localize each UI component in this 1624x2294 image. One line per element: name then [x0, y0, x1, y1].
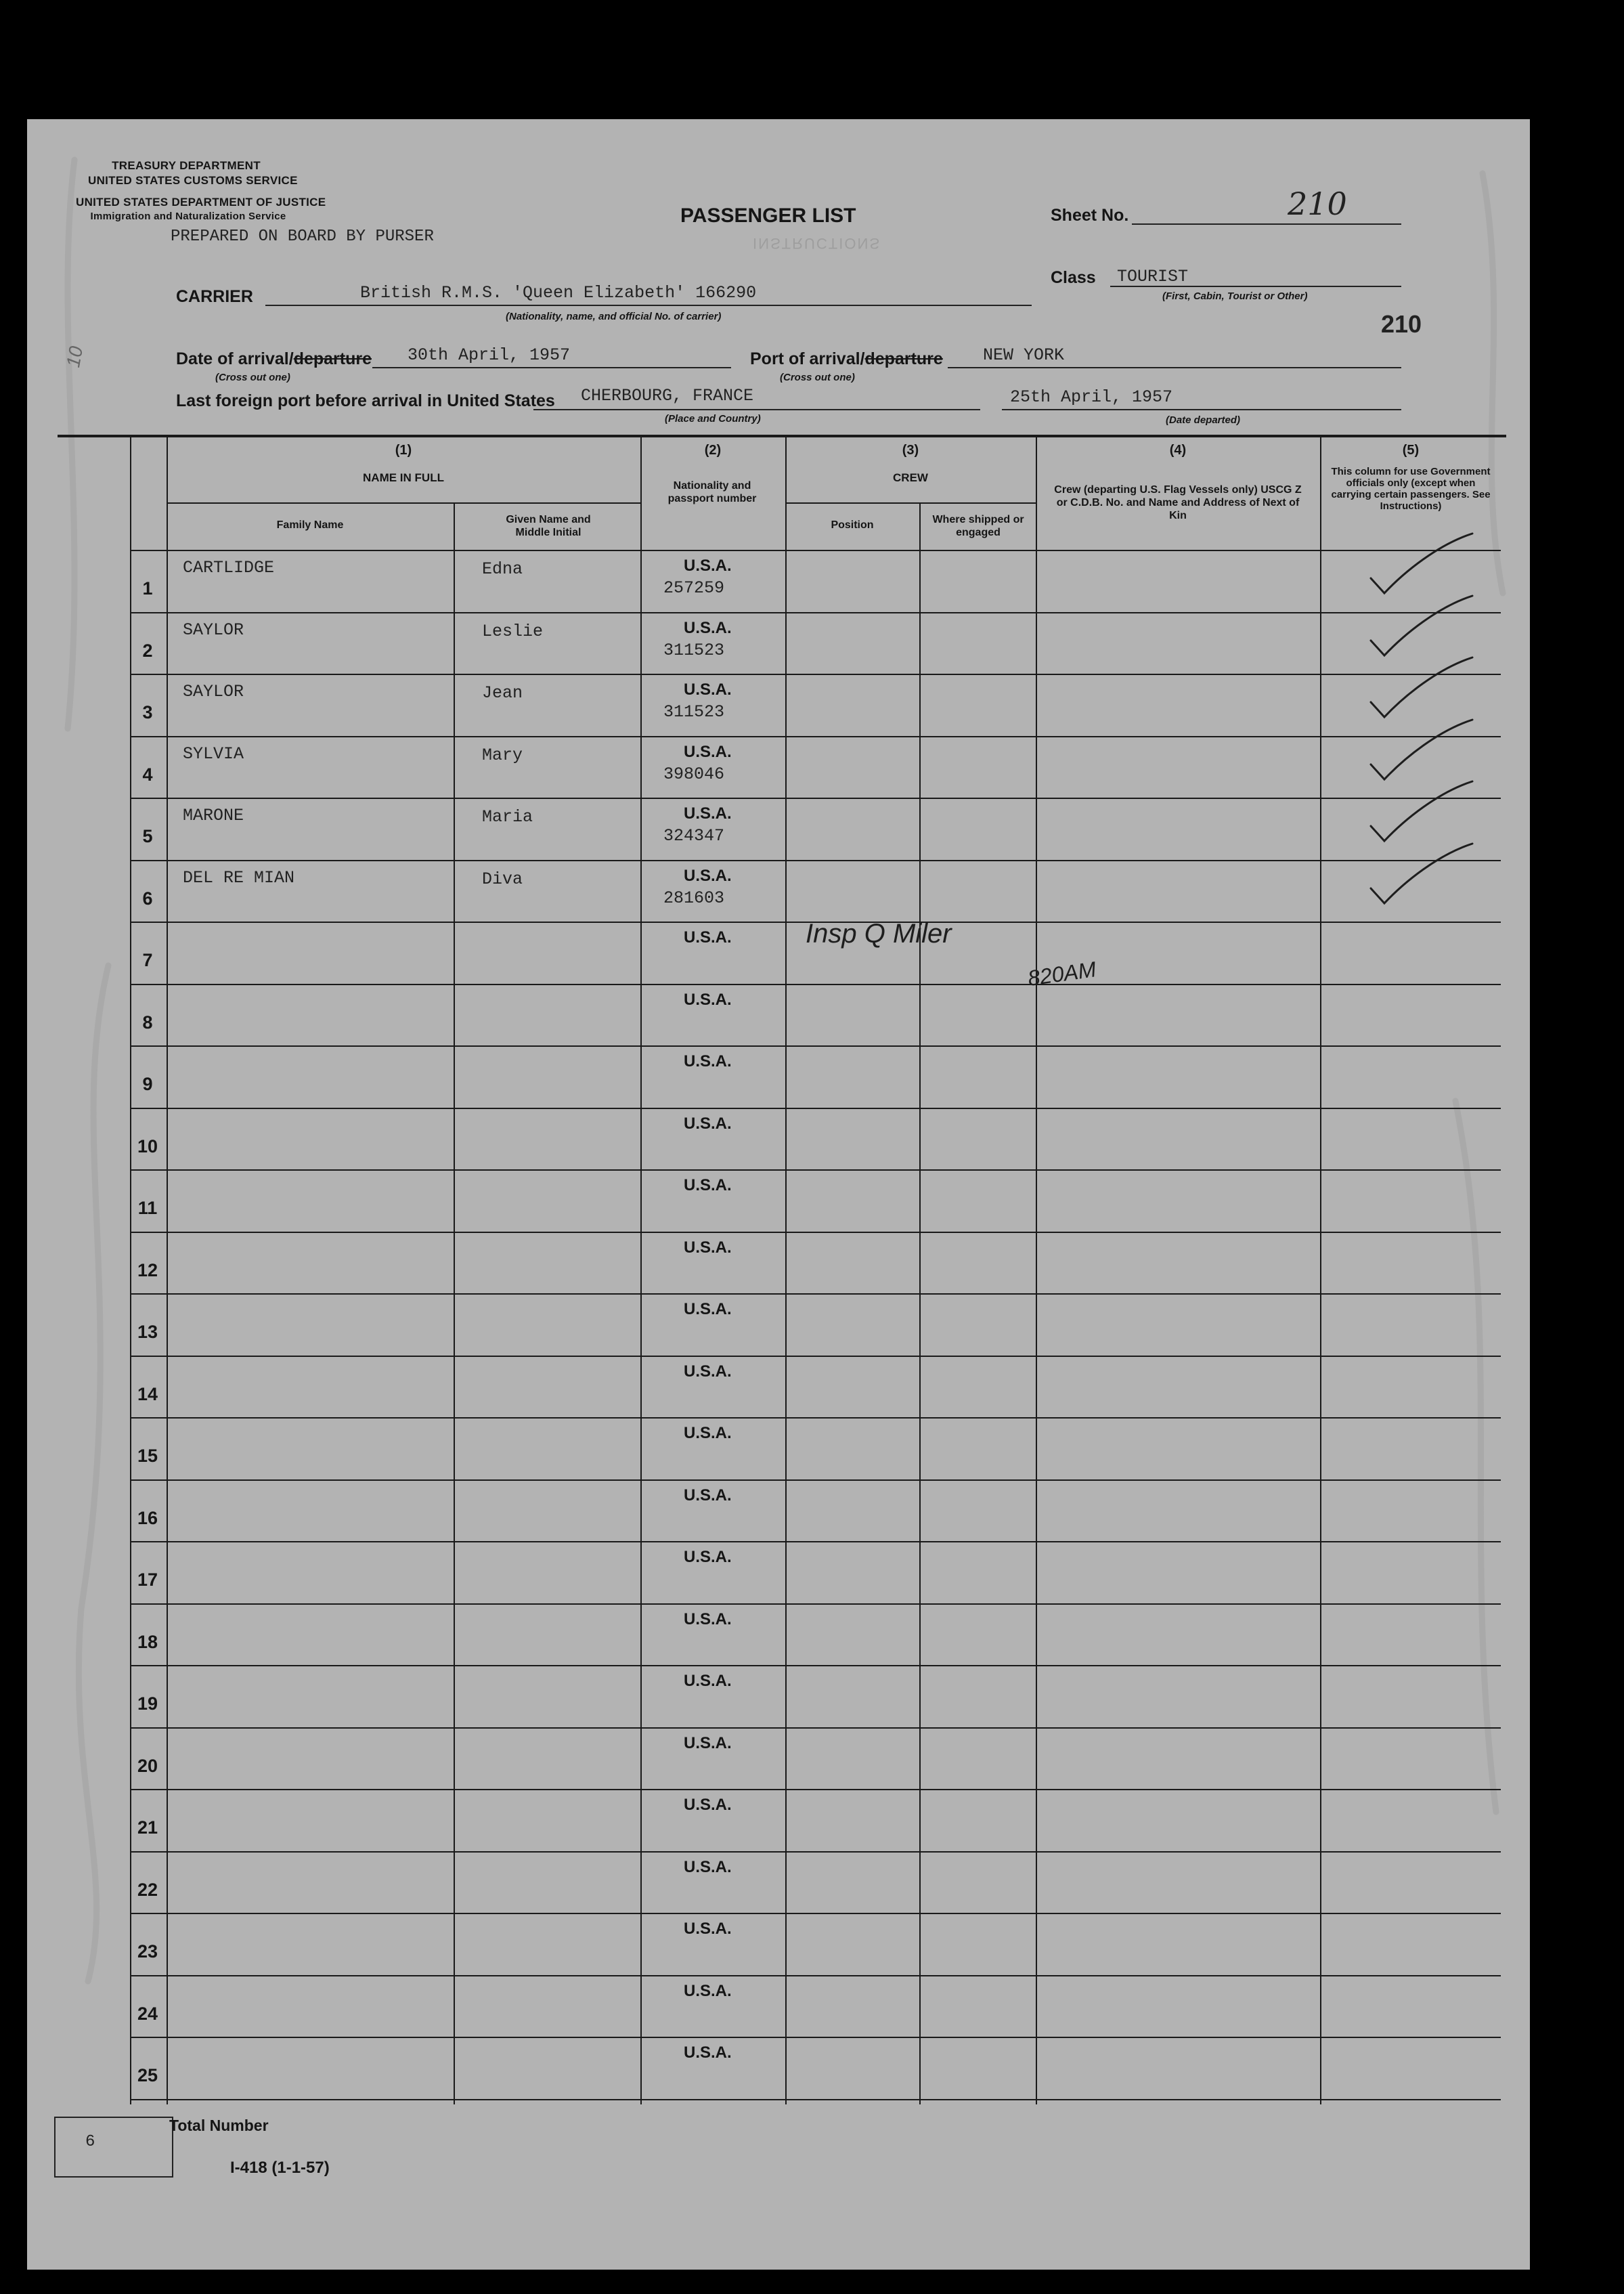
total-number-box	[54, 2117, 173, 2178]
sheet-no-value: 210	[1288, 186, 1347, 222]
nationality-value: U.S.A.	[684, 1424, 732, 1442]
treasury-department-label: TREASURY DEPARTMENT	[112, 159, 261, 172]
total-number-label: Total Number	[169, 2117, 269, 2134]
officials-header: This column for use Government officials only (except when carrying certain passengers. See Instructions)	[1331, 466, 1491, 512]
date-arrival-sub: (Cross out one)	[215, 372, 290, 383]
row-divider	[130, 1851, 1501, 1853]
position-header: Position	[831, 519, 874, 531]
col1-number: (1)	[395, 443, 412, 458]
department-of-justice-label: UNITED STATES DEPARTMENT OF JUSTICE	[76, 196, 326, 209]
nationality-value: U.S.A.	[684, 1858, 732, 1876]
row-divider	[130, 1975, 1501, 1976]
nationality-value: U.S.A.	[684, 928, 732, 947]
row-number: 19	[137, 1693, 158, 1714]
nationality-value: U.S.A.	[684, 1610, 732, 1628]
row-divider	[130, 1603, 1501, 1605]
foreign-port-label: Last foreign port before arrival in United States	[176, 391, 555, 410]
family-name: SAYLOR	[183, 620, 244, 640]
where-shipped-header: Where shipped or engaged	[932, 514, 1024, 538]
nationality-value: U.S.A.	[684, 867, 732, 885]
given-name: Edna	[482, 559, 523, 579]
row-divider	[130, 1417, 1501, 1419]
nationality-value: U.S.A.	[684, 1238, 732, 1257]
nationality-value: U.S.A.	[684, 1982, 732, 2000]
row-divider	[130, 798, 1501, 799]
row-number: 4	[142, 764, 153, 785]
given-name: Maria	[482, 807, 533, 827]
passport-number: 311523	[663, 641, 725, 660]
nationality-value: U.S.A.	[684, 1486, 732, 1505]
date-arrival-label: Date of arrival/departure	[176, 349, 372, 368]
port-arrival-value: NEW YORK	[983, 345, 1065, 365]
class-value: TOURIST	[1117, 267, 1189, 286]
nationality-value: U.S.A.	[684, 619, 732, 637]
nationality-value: U.S.A.	[684, 1052, 732, 1070]
row-number: 22	[137, 1880, 158, 1900]
row-divider	[130, 1789, 1501, 1790]
nationality-value: U.S.A.	[684, 1176, 732, 1194]
carrier-label: CARRIER	[176, 287, 253, 306]
row-divider	[130, 2099, 1501, 2100]
row-number: 16	[137, 1508, 158, 1528]
row-divider	[130, 1541, 1501, 1542]
nationality-value: U.S.A.	[684, 1548, 732, 1566]
nationality-value: U.S.A.	[684, 1362, 732, 1381]
customs-service-label: UNITED STATES CUSTOMS SERVICE	[88, 174, 298, 187]
passport-number: 311523	[663, 702, 725, 722]
row-number: 10	[137, 1136, 158, 1156]
nationality-value: U.S.A.	[684, 1114, 732, 1133]
row-divider	[130, 1356, 1501, 1357]
row-number: 23	[137, 1941, 158, 1962]
total-number-value: 6	[85, 2133, 95, 2151]
passenger-rows	[27, 119, 1530, 2270]
col4-number: (4)	[1169, 443, 1187, 458]
row-number: 13	[137, 1322, 158, 1342]
sheet-no-label: Sheet No.	[1051, 206, 1129, 225]
passport-number: 257259	[663, 578, 725, 598]
family-name: SYLVIA	[183, 744, 244, 764]
date-departed-sub: (Date departed)	[1166, 414, 1241, 426]
row-number: 24	[137, 2004, 158, 2024]
date-arrival-value: 30th April, 1957	[408, 345, 571, 365]
given-name: Jean	[482, 683, 523, 703]
class-sub: (First, Cabin, Tourist or Other)	[1162, 290, 1308, 302]
nationality-header: Nationality and passport number	[667, 480, 757, 504]
port-arrival-sub: (Cross out one)	[780, 372, 855, 383]
nationality-value: U.S.A.	[684, 991, 732, 1009]
class-label: Class	[1051, 268, 1096, 287]
nationality-value: U.S.A.	[684, 1734, 732, 1752]
nationality-value: U.S.A.	[684, 1920, 732, 1938]
row-divider	[130, 736, 1501, 737]
date-departed-value: 25th April, 1957	[1010, 387, 1173, 407]
carrier-sub: (Nationality, name, and official No. of carrier)	[506, 311, 722, 322]
passenger-list-sheet	[27, 119, 1530, 2270]
row-divider	[130, 1169, 1501, 1171]
row-number: 15	[137, 1446, 158, 1466]
row-divider	[130, 1108, 1501, 1109]
check-mark-icon	[1364, 841, 1479, 922]
carrier-value: British R.M.S. 'Queen Elizabeth' 166290	[360, 283, 757, 303]
col5-number: (5)	[1402, 443, 1420, 458]
form-number: I-418 (1-1-57)	[230, 2159, 330, 2177]
row-number: 17	[137, 1570, 158, 1590]
col3-number: (3)	[902, 443, 919, 458]
family-name: DEL RE MIAN	[183, 868, 295, 888]
instructions-ghost-text: INSTRUCTIONS	[753, 235, 881, 252]
ins-label: Immigration and Naturalization Service	[90, 211, 286, 222]
nationality-value: U.S.A.	[684, 680, 732, 699]
foreign-port-sub: (Place and Country)	[665, 413, 761, 425]
row-number: 3	[142, 702, 153, 722]
row-divider	[130, 1045, 1501, 1047]
passport-number: 398046	[663, 764, 725, 784]
row-divider	[130, 1479, 1501, 1481]
prepared-by-label: PREPARED ON BOARD BY PURSER	[171, 228, 434, 246]
row-divider	[130, 1727, 1501, 1729]
row-number: 12	[137, 1260, 158, 1280]
given-name-header: Given Name and Middle Initial	[506, 514, 591, 538]
row-divider	[130, 1913, 1501, 1914]
family-name-header: Family Name	[276, 519, 344, 531]
nationality-value: U.S.A.	[684, 2043, 732, 2062]
inspector-time-text: 820AM	[1026, 957, 1098, 991]
row-number: 14	[137, 1384, 158, 1404]
row-number: 20	[137, 1756, 158, 1776]
nationality-value: U.S.A.	[684, 1796, 732, 1814]
crew-header: CREW	[893, 471, 928, 484]
family-name: MARONE	[183, 806, 244, 825]
crew-next-of-kin-header: Crew (departing U.S. Flag Vessels only) USCG Z or C.D.B. No. and Name and Address of Next of Kin	[1054, 484, 1302, 521]
passport-number: 281603	[663, 888, 725, 908]
family-name: SAYLOR	[183, 682, 244, 701]
port-arrival-label: Port of arrival/departure	[750, 349, 943, 368]
foreign-port-value: CHERBOURG, FRANCE	[581, 386, 754, 406]
row-number: 7	[142, 950, 153, 970]
stamped-sheet-number: 210	[1381, 310, 1422, 338]
row-divider	[130, 1665, 1501, 1666]
row-divider	[130, 1232, 1501, 1233]
passport-number: 324347	[663, 826, 725, 846]
row-divider	[130, 1293, 1501, 1295]
col1-title: NAME IN FULL	[363, 471, 444, 484]
row-number: 25	[137, 2065, 158, 2085]
row-divider	[130, 2037, 1501, 2038]
row-number: 6	[142, 888, 153, 909]
row-divider	[130, 674, 1501, 675]
family-name: CARTLIDGE	[183, 558, 275, 578]
nationality-value: U.S.A.	[684, 557, 732, 575]
margin-note: 10	[62, 344, 87, 369]
nationality-value: U.S.A.	[684, 804, 732, 823]
nationality-value: U.S.A.	[684, 1300, 732, 1318]
given-name: Mary	[482, 745, 523, 765]
row-number: 21	[137, 1817, 158, 1838]
given-name: Diva	[482, 869, 523, 889]
row-number: 5	[142, 826, 153, 846]
row-number: 9	[142, 1074, 153, 1094]
given-name: Leslie	[482, 622, 544, 641]
row-number: 11	[137, 1198, 158, 1218]
row-divider	[130, 860, 1501, 861]
nationality-value: U.S.A.	[684, 1672, 732, 1690]
page-title: PASSENGER LIST	[680, 204, 856, 227]
col2-number: (2)	[704, 443, 722, 458]
row-number: 8	[142, 1012, 153, 1033]
row-number: 18	[137, 1632, 158, 1652]
row-number: 2	[142, 641, 153, 661]
row-divider	[130, 612, 1501, 613]
inspector-signature	[799, 911, 1098, 993]
row-number: 1	[142, 578, 153, 599]
nationality-value: U.S.A.	[684, 743, 732, 761]
inspector-signature-text: Insp Q Miler	[806, 919, 952, 949]
